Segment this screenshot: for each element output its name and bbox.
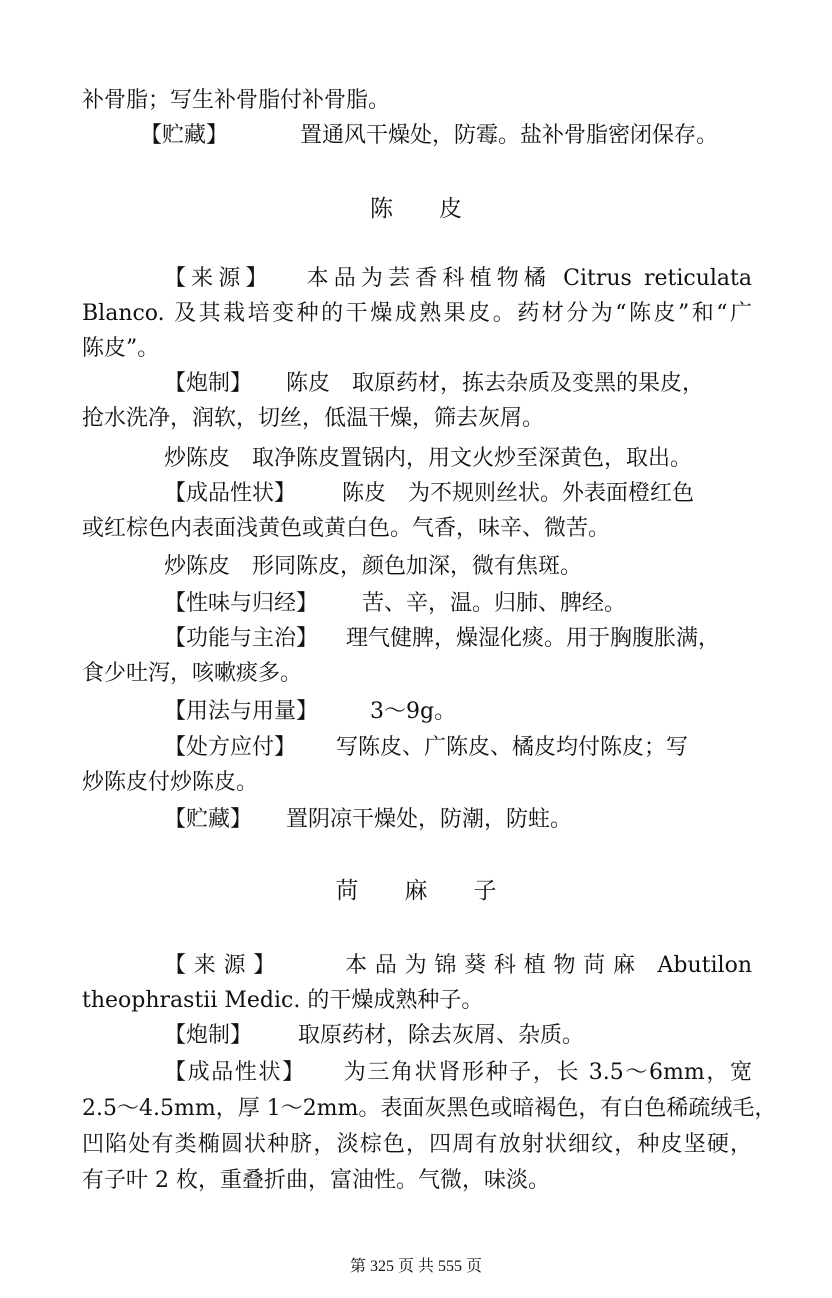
paragraph-line: 补骨脂；写生补骨脂付补骨脂。 bbox=[82, 88, 391, 113]
prescription-text: 写陈皮、广陈皮、橘皮均付陈皮；写 bbox=[336, 735, 689, 760]
prescription-tag: 【处方应付】 bbox=[164, 735, 297, 760]
source-line-2: theophrastii Medic. 的干燥成熟种子。 bbox=[82, 988, 484, 1013]
product-text: 陈皮 为不规则丝状。外表面橙红色 bbox=[342, 481, 695, 506]
processing-tag: 【炮制】 bbox=[164, 1023, 253, 1048]
page-number: 第 325 页 共 555 页 bbox=[349, 1258, 482, 1275]
processing-line-2: 抢水洗净，润软，切丝，低温干燥，筛去灰屑。 bbox=[82, 406, 545, 431]
section-title-qingmazi: 苘 麻 子 bbox=[335, 878, 497, 904]
product-line-2: 2.5～4.5mm，厚 1～2mm。表面灰黑色或暗褐色，有白色稀疏绒毛， bbox=[82, 1096, 777, 1121]
source-line-2: Blanco. 及其栽培变种的干燥成熟果皮。药材分为“陈皮”和“广 bbox=[82, 301, 752, 326]
product-tag: 【成品性状】 bbox=[164, 1060, 306, 1085]
product-line-3: 凹陷处有类椭圆状种脐，淡棕色，四周有放射状细纹，种皮坚硬， bbox=[82, 1132, 752, 1157]
processing-paragraph bbox=[164, 1021, 752, 1051]
product-tag: 【成品性状】 bbox=[164, 481, 297, 506]
usage-text: 3～9g。 bbox=[370, 699, 457, 724]
product-line-4: 有子叶 2 枚，重叠折曲，富油性。气微，味淡。 bbox=[82, 1168, 550, 1193]
source-text: 本品为芸香科植物橘 Citrus reticulata bbox=[306, 266, 752, 291]
source-text: 本品为锦葵科植物苘麻 Abutilon bbox=[345, 953, 752, 978]
source-tag: 【来源】 bbox=[164, 266, 273, 291]
taste-paragraph bbox=[164, 589, 752, 619]
storage-tag: 【贮藏】 bbox=[164, 807, 253, 832]
processing-line-3: 炒陈皮 取净陈皮置锅内，用文火炒至深黄色，取出。 bbox=[164, 446, 693, 471]
product-line-3: 炒陈皮 形同陈皮，颜色加深，微有焦斑。 bbox=[164, 554, 583, 579]
processing-text: 陈皮 取原药材，拣去杂质及变黑的果皮， bbox=[286, 371, 705, 396]
usage-paragraph bbox=[164, 697, 752, 727]
storage-paragraph bbox=[140, 121, 752, 151]
function-line-1 bbox=[164, 624, 752, 654]
source-line-1 bbox=[164, 264, 752, 294]
source-line-3: 陈皮”。 bbox=[82, 336, 160, 361]
prescription-line-2: 炒陈皮付炒陈皮。 bbox=[82, 770, 259, 795]
function-line-2: 食少吐泻，咳嗽痰多。 bbox=[82, 661, 303, 686]
processing-tag: 【炮制】 bbox=[164, 371, 253, 396]
taste-tag: 【性味与归经】 bbox=[164, 591, 319, 616]
storage-paragraph-chenpi bbox=[164, 805, 752, 835]
product-text: 为三角状肾形种子，长 3.5～6mm，宽 bbox=[343, 1060, 752, 1085]
usage-tag: 【用法与用量】 bbox=[164, 699, 319, 724]
function-text: 理气健脾，燥湿化痰。用于胸腹胀满， bbox=[346, 626, 721, 651]
taste-text: 苦、辛，温。归肺、脾经。 bbox=[362, 591, 627, 616]
product-line-2: 或红棕色内表面浅黄色或黄白色。气香，味辛、微苦。 bbox=[82, 516, 611, 541]
processing-line-1 bbox=[164, 369, 752, 399]
source-tag: 【来源】 bbox=[164, 953, 284, 978]
product-line-1 bbox=[164, 479, 752, 509]
storage-tag: 【贮藏】 bbox=[140, 123, 229, 148]
storage-text: 置通风干燥处，防霉。盐补骨脂密闭保存。 bbox=[300, 123, 719, 148]
storage-text: 置阴凉干燥处，防潮，防蛀。 bbox=[286, 807, 573, 832]
processing-text: 取原药材，除去灰屑、杂质。 bbox=[298, 1023, 585, 1048]
function-tag: 【功能与主治】 bbox=[164, 626, 319, 651]
prescription-line-1 bbox=[164, 733, 752, 763]
source-line-1 bbox=[164, 951, 752, 981]
product-line-1 bbox=[164, 1058, 752, 1088]
section-title-chenpi: 陈 皮 bbox=[370, 196, 462, 222]
